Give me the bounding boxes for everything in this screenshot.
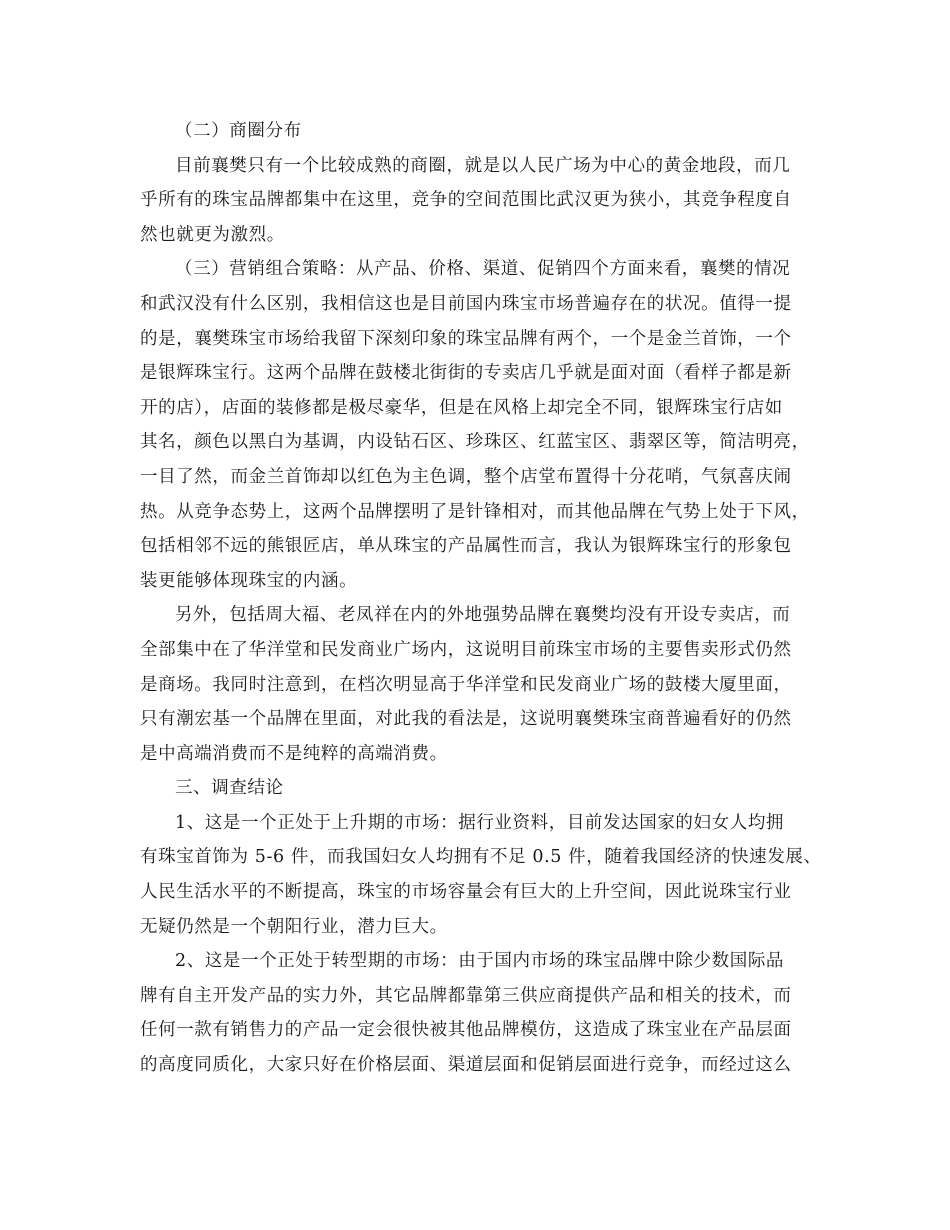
paragraph-line: 另外，包括周大福、老凤祥在内的外地强势品牌在襄樊均没有开设专卖店，而 — [175, 605, 791, 626]
paragraph-line: 是银辉珠宝行。这两个品牌在鼓楼北街街的专卖店几乎就是面对面（看样子都是新 — [140, 363, 792, 384]
paragraph-line: 和武汉没有什么区别，我相信这也是目前国内珠宝市场普遍存在的状况。值得一提 — [140, 293, 792, 314]
paragraph-line: 开的店），店面的装修都是极尽豪华，但是在风格上却完全不同，银辉珠宝行店如 — [140, 397, 783, 418]
paragraph-line: 是中高端消费而不是纯粹的高端消费。 — [140, 743, 448, 764]
paragraph-line: 2、这是一个正处于转型期的市场：由于国内市场的珠宝品牌中除少数国际品 — [175, 951, 785, 972]
section-heading-business-district: （二）商圈分布 — [175, 121, 302, 141]
paragraph-line: 无疑仍然是一个朝阳行业，潜力巨大。 — [140, 916, 448, 937]
paragraph-line: 装更能够体现珠宝的内涵。 — [140, 570, 358, 591]
paragraph-line: 乎所有的珠宝品牌都集中在这里，竞争的空间范围比武汉更为狭小，其竞争程度自 — [140, 190, 792, 211]
paragraph-line: 目前襄樊只有一个比较成熟的商圈，就是以人民广场为中心的黄金地段，而几 — [175, 155, 791, 176]
paragraph-line: 然也就更为激烈。 — [140, 224, 285, 245]
section-heading-conclusion: 三、调查结论 — [175, 778, 284, 799]
paragraph-line: 的高度同质化，大家只好在价格层面、渠道层面和促销层面进行竞争，而经过这么 — [140, 1055, 792, 1076]
paragraph-line: 人民生活水平的不断提高，珠宝的市场容量会有巨大的上升空间，因此说珠宝行业 — [140, 882, 792, 903]
paragraph-line: 1、这是一个正处于上升期的市场：据行业资料，目前发达国家的妇女人均拥 — [175, 812, 785, 833]
paragraph-line: （三）营销组合策略：从产品、价格、渠道、促销四个方面来看，襄樊的情况 — [175, 259, 791, 280]
paragraph-line: 一目了然，而金兰首饰却以红色为主色调，整个店堂布置得十分花哨，气氛喜庆闹 — [140, 466, 792, 487]
paragraph-line: 只有潮宏基一个品牌在里面，对此我的看法是，这说明襄樊珠宝商普遍看好的仍然 — [140, 709, 792, 730]
document-page — [140, 114, 822, 1083]
paragraph-line: 的是，襄樊珠宝市场给我留下深刻印象的珠宝品牌有两个，一个是金兰首饰，一个 — [140, 328, 792, 349]
paragraph-line: 任何一款有销售力的产品一定会很快被其他品牌模仿，这造成了珠宝业在产品层面 — [140, 1020, 792, 1041]
paragraph-line: 其名，颜色以黑白为基调，内设钻石区、珍珠区、红蓝宝区、翡翠区等，简洁明亮， — [140, 432, 810, 453]
paragraph-line: 全部集中在了华洋堂和民发商业广场内，这说明目前珠宝市场的主要售卖形式仍然 — [140, 639, 792, 660]
paragraph-line: 包括相邻不远的熊银匠店，单从珠宝的产品属性而言，我认为银辉珠宝行的形象包 — [140, 536, 792, 557]
paragraph-line: 牌有自主开发产品的实力外，其它品牌都靠第三供应商提供产品和相关的技术，而 — [140, 985, 792, 1006]
paragraph-line: 有珠宝首饰为 5-6 件，而我国妇女人均拥有不足 0.5 件，随着我国经济的快速发展、 — [140, 847, 822, 868]
paragraph-line: 是商场。我同时注意到，在档次明显高于华洋堂和民发商业广场的鼓楼大厦里面， — [140, 674, 792, 695]
paragraph-line: 热。从竞争态势上，这两个品牌摆明了是针锋相对，而其他品牌在气势上处于下风， — [140, 501, 810, 522]
